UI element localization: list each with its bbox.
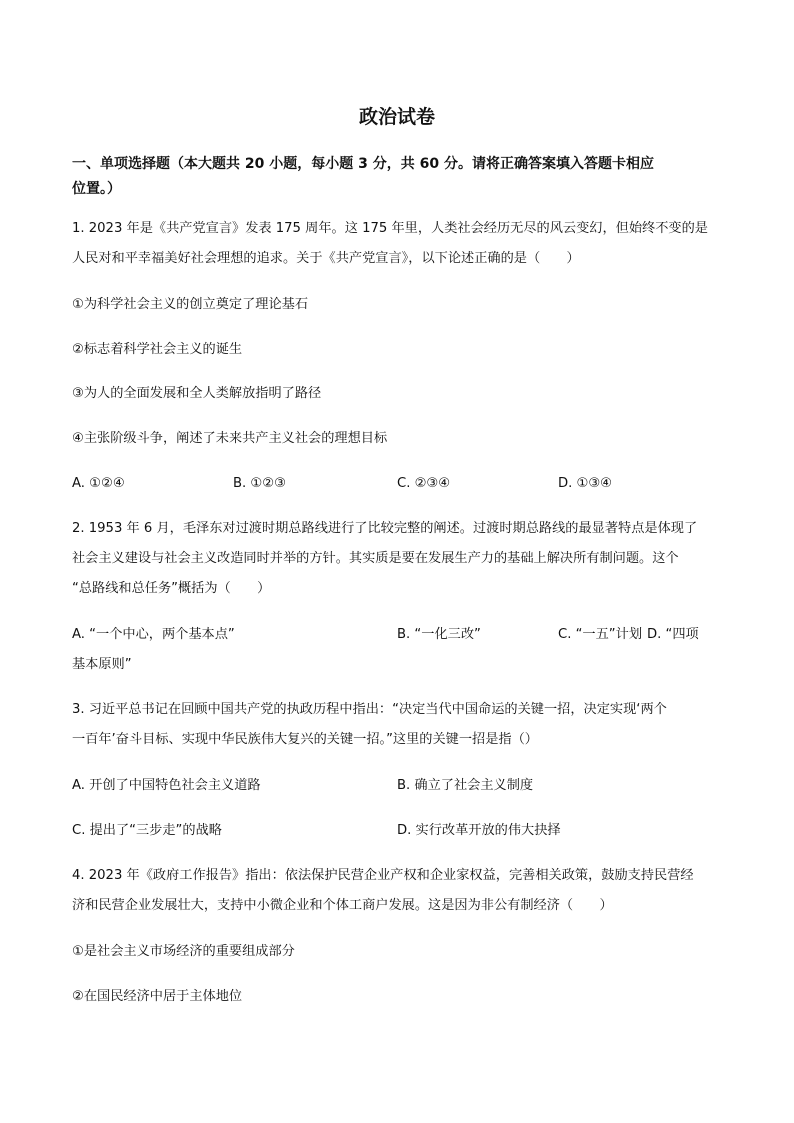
q2-option-b: B. “一化三改” (397, 627, 481, 642)
q1-option-b: B. ①②③ (233, 476, 286, 491)
section-heading-line-1: 一、单项选择题（本大题共 20 小题，每小题 3 分，共 60 分。请将正确答案填入答题卡相应 (72, 156, 654, 172)
q1-option-c: C. ②③④ (397, 476, 451, 491)
q2-option-a: A. “一个中心，两个基本点” (72, 627, 235, 642)
q3-stem-line-1: 3. 习近平总书记在回顾中国共产党的执政历程中指出：“决定当代中国命运的关键一招，决定实现‘两个 (72, 702, 667, 717)
q3-option-d: D. 实行改革开放的伟大抉择 (397, 823, 561, 838)
q1-statement-3: ③为人的全面发展和全人类解放指明了路径 (72, 386, 322, 401)
q2-option-d: D. “四项 (647, 627, 699, 642)
q2-stem-line-2: 社会主义建设与社会主义改造同时并举的方针。其实质是要在发展生产力的基础上解决所有制问题。这个 (72, 551, 679, 566)
q2-stem-line-3: “总路线和总任务”概括为（ ） (72, 581, 271, 596)
q1-option-a: A. ①②④ (72, 476, 125, 491)
q3-option-b: B. 确立了社会主义制度 (397, 778, 534, 793)
section-heading-line-2: 位置。） (72, 181, 121, 197)
q2-option-d-continued: 基本原则” (72, 657, 132, 672)
q4-statement-1: ①是社会主义市场经济的重要组成部分 (72, 944, 295, 959)
q2-stem-line-1: 2. 1953 年 6 月，毛泽东对过渡时期总路线进行了比较完整的阐述。过渡时期总路线的最显著特点是体现了 (72, 521, 698, 536)
q1-option-d: D. ①③④ (558, 476, 613, 491)
page-title: 政治试卷 (358, 106, 435, 128)
q4-statement-2: ②在国民经济中居于主体地位 (72, 989, 243, 1004)
q3-stem-line-2: 一百年’奋斗目标、实现中华民族伟大复兴的关键一招。”这里的关键一招是指（） (72, 732, 538, 747)
q4-stem-line-2: 济和民营企业发展壮大，支持中小微企业和个体工商户发展。这是因为非公有制经济（ ） (72, 898, 613, 913)
q1-statement-2: ②标志着科学社会主义的诞生 (72, 342, 243, 357)
q4-stem-line-1: 4. 2023 年《政府工作报告》指出：依法保护民营企业产权和企业家权益，完善相关政策，鼓励支持民营经 (72, 868, 694, 883)
q2-option-c: C. “一五”计划 (558, 627, 643, 642)
q3-option-c: C. 提出了“三步走”的战略 (72, 823, 222, 838)
q1-stem-line-2: 人民对和平幸福美好社会理想的追求。关于《共产党宣言》，以下论述正确的是（ ） (72, 251, 580, 266)
q3-option-a: A. 开创了中国特色社会主义道路 (72, 778, 261, 793)
q1-stem-line-1: 1. 2023 年是《共产党宣言》发表 175 周年。这 175 年里，人类社会经历无尽的风云变幻，但始终不变的是 (72, 221, 708, 236)
q1-statement-4: ④主张阶级斗争，阐述了未来共产主义社会的理想目标 (72, 431, 388, 446)
section-heading (72, 152, 722, 202)
q1-statement-1: ①为科学社会主义的创立奠定了理论基石 (72, 297, 309, 312)
